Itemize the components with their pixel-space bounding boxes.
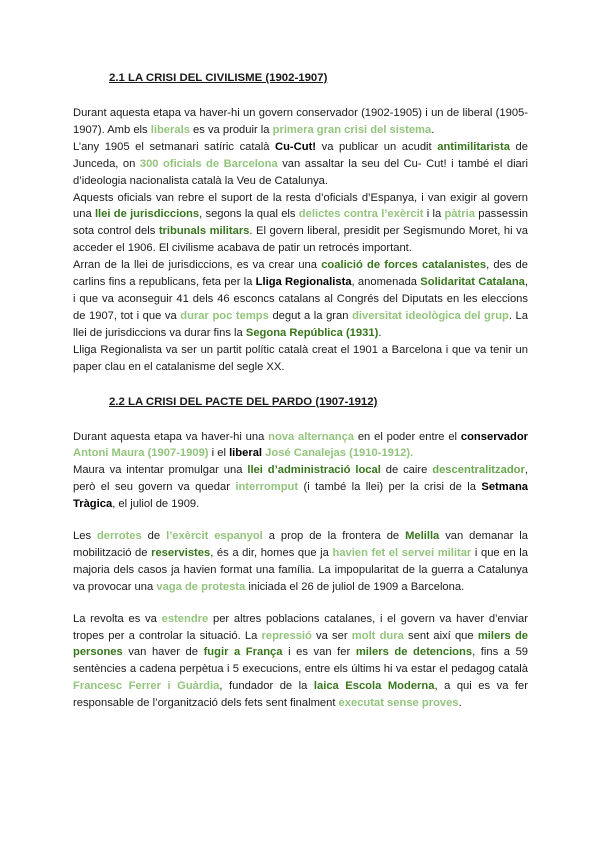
section-heading-pacte-pardo: 2.2 LA CRISI DEL PACTE DEL PARDO (1907-1912): [109, 395, 378, 408]
paragraph: Lliga Regionalista va ser un partit polític català creat el 1901 a Barcelona i que va tenir un paper clau en el catalanisme del segle XX.: [73, 343, 528, 373]
paragraph: Arran de la llei de jurisdiccions, es va crear una coalició de forces catalanistes, des de carlins fins a republicans, feta per la Lliga Regionalista, anomenada Solidaritat Catalana, i que va aconseguir 41 dels 46 esconcs catalans al Congrés del Diputats en les eleccions de 1907, tot i que va durar poc temps degut a la gran diversitat ideològica del grup. La llei de jurisdiccions va durar fins la Segona República (1931).: [73, 259, 528, 339]
paragraph: La revolta es va estendre per altres poblacions catalanes, i el govern va haver d’enviar tropes per a controlar la situació. La repressió va ser molt dura sent així que milers de persones van haver de fugir a França i es van fer milers de detencions, fins a 59 sentències a cadena perpètua i 5 execucions, entre els últims hi va estar el pedagog català Francesc Ferrer i Guàrdia, fundador de la laica Escola Moderna, a qui es va fer responsable de l’organització dels fets sent finalment executat sense proves.: [73, 612, 529, 710]
paragraph: Durant aquesta etapa va haver-hi una nova alternança en el poder entre el conservador Antoni Maura (1907-1909) i el liberal José Canalejas (1910-1912).: [73, 430, 529, 460]
paragraph: Aquests oficials van rebre el suport de la resta d’oficials d’Espanya, i van exigir al govern una llei de jurisdiccions, segons la qual els delictes contra l’exèrcit i la pàtria passessin sota control dels tribunals militars. El govern liberal, presidit per Segismundo Moret, hi va acceder el 1906. El civilisme acabava de patir un retrocés important.: [73, 191, 528, 255]
section-heading-civilisme: 2.1 LA CRISI DEL CIVILISME (1902-1907): [109, 72, 328, 84]
paragraph: Durant aquesta etapa va haver-hi un govern conservador (1902-1905) i un de liberal (1905- 1907). Amb els liberals es va produir la primera gran crisi del sistema.: [73, 107, 528, 136]
paragraph: Les derrotes de l’exèrcit espanyol a prop de la frontera de Melilla van demanar la mobilització de reservistes, és a dir, homes que ja havien fet el servei militar i que en la majoria dels casos ja havien format una família. La impopularitat de la guerra a Catalunya va provocar una vaga de protesta iniciada el 26 de juliol de 1909 a Barcelona.: [73, 530, 529, 593]
paragraph: L’any 1905 el setmanari satíric català Cu-Cut! va publicar un acudit antimilitarista de Junceda, on 300 oficials de Barcelona van assaltar la seu del Cu- Cut! i també el diari d’ideologia nacionalista català la Veu de Catalunya.: [73, 140, 528, 187]
document-page: [73, 70, 528, 712]
paragraph: Maura va intentar promulgar una llei d’administració local de caire descentralitzador, però el seu govern va quedar interromput (i també la llei) per la crisi de la Setmana Tràgica, el juliol de 1909.: [73, 464, 528, 511]
